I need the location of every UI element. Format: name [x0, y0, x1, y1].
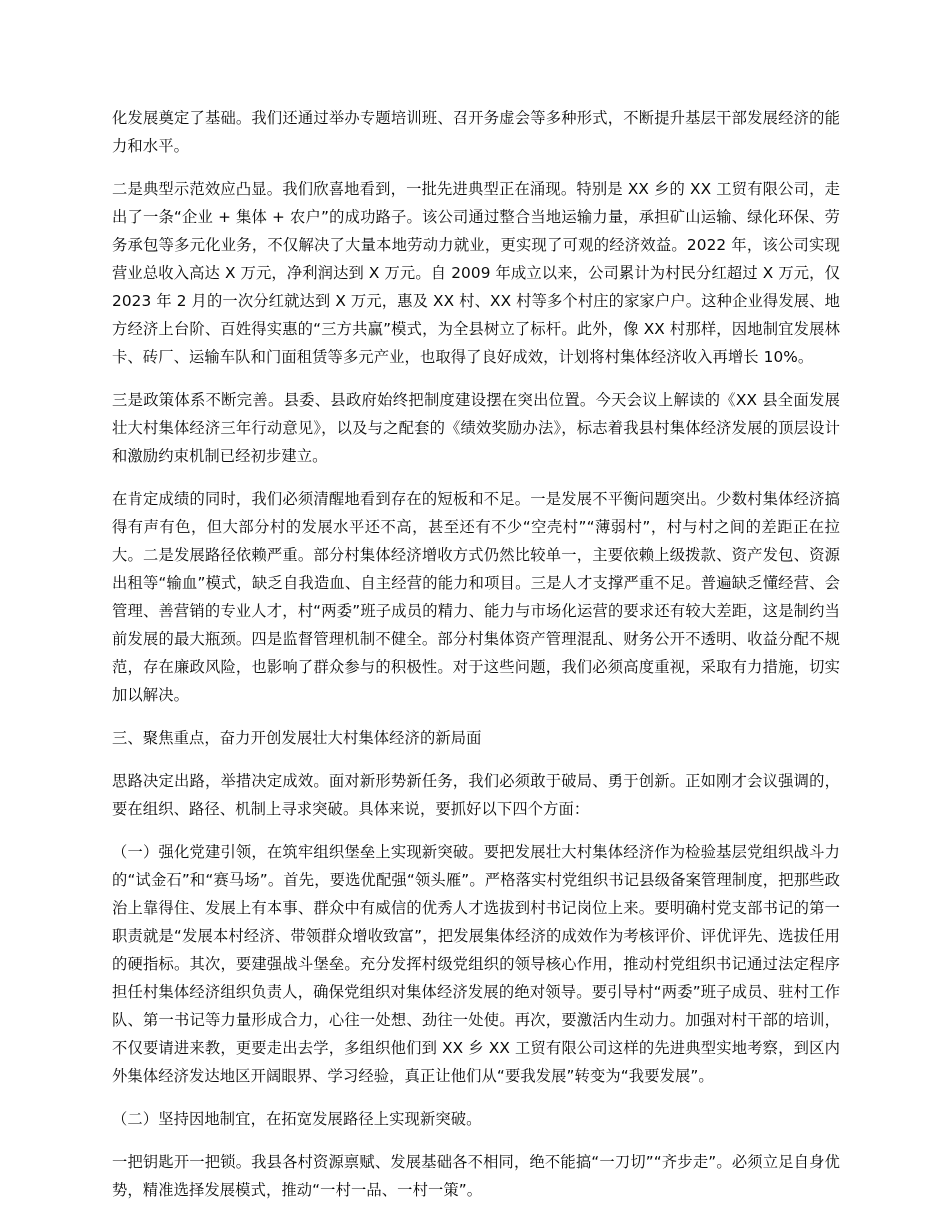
paragraph-shortcomings-analysis: 在肯定成绩的同时，我们必须清醒地看到存在的短板和不足。一是发展不平衡问题突出。少数村集体经济搞得有声有色，但大部分村的发展水平还不高，甚至还有不少“空壳村”“薄弱村”，村与村之间的差距正在拉大。二是发展路径依赖严重。部分村集体经济增收方式仍然比较单一，主要依赖上级拨款、资产发包、资源出租等“输血”模式，缺乏自我造血、自主经营的能力和项目。三是人才支撑严重不足。普遍缺乏懂经营、会管理、善营销的专业人才，村“两委”班子成员的精力、能力与市场化运营的要求还有较大差距，这是制约当前发展的最大瓶颈。四是监督管理机制不健全。部分村集体资产管理混乱、财务公开不透明、收益分配不规范，存在廉政风险，也影响了群众参与的积极性。对于这些问题，我们必须高度重视，采取有力措施，切实加以解决。 [112, 490, 840, 704]
section-heading-three: 三、聚焦重点，奋力开创发展壮大村集体经济的新局面 [112, 729, 482, 747]
paragraph-four-aspects-intro: 思路决定出路，举措决定成效。面对新形势新任务，我们必须敢于破局、勇于创新。正如刚才会议强调的，要在组织、路径、机制上寻求突破。具体来说，要抓好以下四个方面： [112, 772, 840, 818]
paragraph-item-one-party-building: （一）强化党建引领，在筑牢组织堡垒上实现新突破。要把发展壮大村集体经济作为检验基层党组织战斗力的“试金石”和“赛马场”。首先，要选优配强“领头雁”。严格落实村党组织书记县级备案管理制度，把那些政治上靠得住、发展上有本事、群众中有威信的优秀人才选拔到村书记岗位上来。要明确村党支部书记的第一职责就是“发展本村经济、带领群众增收致富”，把发展集体经济的成效作为考核评价、评优评先、选拔任用的硬指标。其次，要建强战斗堡垒。充分发挥村级党组织的领导核心作用，推动村党组织书记通过法定程序担任村集体经济组织负责人，确保党组织对集体经济发展的绝对领导。要引导村“两委”班子成员、驻村工作队、第一书记等力量形成合力，心往一处想、劲往一处使。再次，要激活内生动力。加强对村干部的培训，不仅要请进来教，更要走出去学，多组织他们到 XX 乡 XX 工贸有限公司这样的先进典型实地考察，到区内外集体经济发达地区开阔眼界、学习经验，真正让他们从“要我发展”转变为“我要发展”。 [112, 843, 840, 1085]
paragraph-typical-demonstration-effect: 二是典型示范效应凸显。我们欣喜地看到，一批先进典型正在涌现。特别是 XX 乡的 XX 工贸有限公司，走出了一条“企业 + 集体 + 农户”的成功路子。该公司通过整合当地运输力量，承担矿山运输、绿化环保、劳务承包等多元化业务，不仅解决了大量本地劳动力就业，更实现了可观的经济效益。2022 年，该公司实现营业总收入高达 X 万元，净利润达到 X 万元。自 2009 年成立以来，公司累计为村民分红超过 X 万元，仅 2023 年 2 月的一次分红就达到 X 万元，惠及 XX 村、XX 村等多个村庄的家家户户。这种企业得发展、地方经济上台阶、百姓得实惠的“三方共赢”模式，为全县树立了标杆。此外，像 XX 村那样，因地制宜发展林卡、砖厂、运输车队和门面租赁等多元产业，也取得了良好成效，计划将村集体经济收入再增长 10%。 [112, 180, 840, 366]
document-text-body [112, 104, 840, 1204]
paragraph-continuation-training: 化发展奠定了基础。我们还通过举办专题培训班、召开务虚会等多种形式，不断提升基层干部发展经济的能力和水平。 [112, 109, 840, 155]
paragraph-item-two-local-conditions: （二）坚持因地制宜，在拓宽发展路径上实现新突破。 [112, 1110, 482, 1128]
paragraph-one-key-one-lock: 一把钥匙开一把锁。我县各村资源禀赋、发展基础各不相同，绝不能搞“一刀切”“齐步走”。必须立足自身优势，精准选择发展模式，推动“一村一品、一村一策”。 [112, 1153, 840, 1199]
paragraph-policy-system-improvement: 三是政策体系不断完善。县委、县政府始终把制度建设摆在突出位置。今天会议上解读的《XX 县全面发展壮大村集体经济三年行动意见》，以及与之配套的《绩效奖励办法》，标志着我县村集体经济发展的顶层设计和激励约束机制已经初步建立。 [112, 391, 840, 465]
